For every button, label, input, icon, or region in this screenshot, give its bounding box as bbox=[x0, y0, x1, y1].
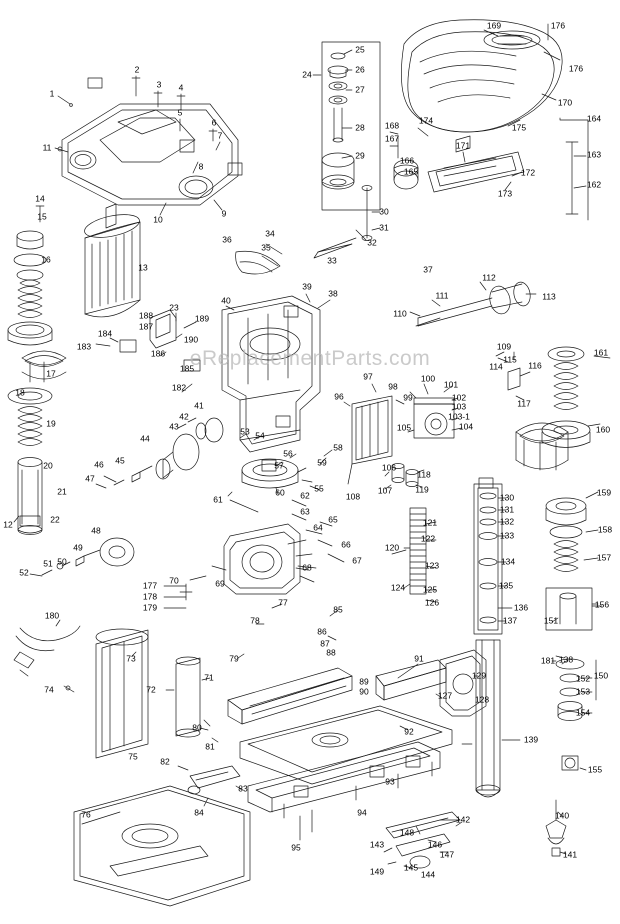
callout-number-16[interactable]: 16 bbox=[41, 254, 51, 265]
callout-number-56[interactable]: 56 bbox=[283, 448, 293, 459]
callout-number-1[interactable]: 1 bbox=[49, 88, 55, 99]
callout-number-76[interactable]: 76 bbox=[81, 809, 91, 820]
callout-number-144[interactable]: 144 bbox=[420, 869, 436, 880]
callout-number-61[interactable]: 61 bbox=[213, 494, 223, 505]
callout-number-167[interactable]: 167 bbox=[384, 133, 400, 144]
callout-number-77[interactable]: 77 bbox=[278, 597, 288, 608]
callout-number-117[interactable]: 117 bbox=[517, 398, 531, 409]
callout-number-113[interactable]: 113 bbox=[542, 291, 556, 302]
callout-number-60[interactable]: 60 bbox=[275, 487, 285, 498]
callout-number-120[interactable]: 120 bbox=[384, 542, 400, 553]
callout-number-155[interactable]: 155 bbox=[587, 764, 603, 775]
callout-number-7[interactable]: 7 bbox=[217, 130, 223, 141]
callout-number-171[interactable]: 171 bbox=[455, 140, 471, 151]
callout-number-150[interactable]: 150 bbox=[593, 670, 609, 681]
callout-number-143[interactable]: 143 bbox=[369, 839, 385, 850]
callout-number-105[interactable]: 105 bbox=[396, 422, 412, 433]
callout-number-112[interactable]: 112 bbox=[482, 272, 496, 283]
callout-number-2[interactable]: 2 bbox=[134, 64, 140, 75]
callout-number-127[interactable]: 127 bbox=[437, 690, 453, 701]
callout-number-75[interactable]: 75 bbox=[128, 751, 138, 762]
callout-number-96[interactable]: 96 bbox=[334, 391, 344, 402]
callout-number-145[interactable]: 145 bbox=[403, 862, 419, 873]
callout-number-189[interactable]: 189 bbox=[194, 313, 210, 324]
callout-number-126[interactable]: 126 bbox=[424, 597, 440, 608]
callout-number-130[interactable]: 130 bbox=[499, 492, 515, 503]
callout-number-74[interactable]: 74 bbox=[44, 684, 54, 695]
callout-number-134[interactable]: 134 bbox=[500, 556, 516, 567]
callout-number-19[interactable]: 19 bbox=[46, 418, 56, 429]
callout-number-135[interactable]: 135 bbox=[498, 580, 514, 591]
callout-number-14[interactable]: 14 bbox=[35, 193, 45, 204]
callout-number-65[interactable]: 65 bbox=[328, 514, 338, 525]
callout-number-10[interactable]: 10 bbox=[153, 214, 163, 225]
callout-number-88[interactable]: 88 bbox=[326, 647, 336, 658]
callout-number-85[interactable]: 85 bbox=[333, 604, 343, 615]
callout-number-22[interactable]: 22 bbox=[50, 514, 60, 525]
callout-number-44[interactable]: 44 bbox=[140, 433, 150, 444]
callout-number-71[interactable]: 71 bbox=[204, 672, 214, 683]
callout-number-128[interactable]: 128 bbox=[474, 694, 490, 705]
callout-number-97[interactable]: 97 bbox=[363, 371, 373, 382]
callout-number-180[interactable]: 180 bbox=[44, 610, 60, 621]
callout-number-5[interactable]: 5 bbox=[177, 107, 183, 118]
callout-number-30[interactable]: 30 bbox=[379, 206, 389, 217]
callout-number-151[interactable]: 151 bbox=[543, 615, 559, 626]
callout-number-166[interactable]: 166 bbox=[399, 155, 415, 166]
callout-number-137[interactable]: 137 bbox=[502, 615, 518, 626]
callout-number-165[interactable]: 165 bbox=[403, 166, 419, 177]
callout-number-118[interactable]: 118 bbox=[417, 469, 431, 480]
callout-number-172[interactable]: 172 bbox=[520, 167, 536, 178]
callout-number-62[interactable]: 62 bbox=[300, 490, 310, 501]
callout-number-132[interactable]: 132 bbox=[499, 516, 515, 527]
callout-number-157[interactable]: 157 bbox=[596, 552, 612, 563]
callout-number-42[interactable]: 42 bbox=[179, 411, 189, 422]
callout-number-36[interactable]: 36 bbox=[222, 234, 232, 245]
callout-number-124[interactable]: 124 bbox=[390, 582, 406, 593]
callout-number-160[interactable]: 160 bbox=[595, 424, 611, 435]
callout-number-181[interactable]: 181 bbox=[540, 655, 556, 666]
callout-number-176[interactable]: 176 bbox=[568, 63, 584, 74]
callout-number-153[interactable]: 153 bbox=[575, 686, 591, 697]
callout-number-64[interactable]: 64 bbox=[313, 522, 323, 533]
callout-number-20[interactable]: 20 bbox=[43, 460, 53, 471]
callout-number-158[interactable]: 158 bbox=[597, 524, 613, 535]
callout-number-33[interactable]: 33 bbox=[327, 255, 337, 266]
callout-number-116[interactable]: 116 bbox=[528, 360, 542, 371]
callout-number-114[interactable]: 114 bbox=[489, 361, 503, 372]
callout-number-80[interactable]: 80 bbox=[192, 722, 202, 733]
callout-number-159[interactable]: 159 bbox=[596, 487, 612, 498]
callout-number-152[interactable]: 152 bbox=[575, 673, 591, 684]
callout-number-108[interactable]: 108 bbox=[345, 491, 361, 502]
callout-number-93[interactable]: 93 bbox=[385, 776, 395, 787]
callout-number-176[interactable]: 176 bbox=[550, 20, 566, 31]
callout-number-103[interactable]: 103 bbox=[451, 401, 467, 412]
callout-number-147[interactable]: 147 bbox=[439, 849, 455, 860]
callout-number-101[interactable]: 101 bbox=[443, 379, 459, 390]
callout-number-21[interactable]: 21 bbox=[57, 486, 67, 497]
callout-number-186[interactable]: 186 bbox=[150, 348, 166, 359]
callout-number-73[interactable]: 73 bbox=[126, 653, 136, 664]
callout-number-162[interactable]: 162 bbox=[586, 179, 602, 190]
callout-number-131[interactable]: 131 bbox=[499, 504, 515, 515]
callout-number-173[interactable]: 173 bbox=[497, 188, 513, 199]
callout-number-35[interactable]: 35 bbox=[261, 242, 271, 253]
callout-number-40[interactable]: 40 bbox=[221, 295, 231, 306]
callout-number-66[interactable]: 66 bbox=[341, 539, 351, 550]
callout-number-6[interactable]: 6 bbox=[211, 117, 217, 128]
callout-number-98[interactable]: 98 bbox=[388, 381, 398, 392]
callout-number-168[interactable]: 168 bbox=[384, 120, 400, 131]
callout-number-115[interactable]: 115 bbox=[503, 354, 517, 365]
callout-number-3[interactable]: 3 bbox=[156, 79, 162, 90]
callout-number-28[interactable]: 28 bbox=[355, 122, 365, 133]
callout-number-129[interactable]: 129 bbox=[471, 670, 487, 681]
callout-number-164[interactable]: 164 bbox=[586, 113, 602, 124]
callout-number-141[interactable]: 141 bbox=[562, 849, 578, 860]
callout-number-29[interactable]: 29 bbox=[355, 150, 365, 161]
callout-number-133[interactable]: 133 bbox=[499, 530, 515, 541]
callout-number-23[interactable]: 23 bbox=[169, 302, 179, 313]
callout-number-81[interactable]: 81 bbox=[205, 741, 215, 752]
callout-number-154[interactable]: 154 bbox=[575, 707, 591, 718]
callout-number-188[interactable]: 188 bbox=[138, 310, 154, 321]
callout-number-107[interactable]: 107 bbox=[377, 485, 393, 496]
callout-number-142[interactable]: 142 bbox=[455, 814, 471, 825]
callout-number-52[interactable]: 52 bbox=[19, 567, 29, 578]
callout-number-89[interactable]: 89 bbox=[359, 676, 369, 687]
callout-number-17[interactable]: 17 bbox=[46, 368, 56, 379]
callout-number-8[interactable]: 8 bbox=[198, 161, 204, 172]
callout-number-27[interactable]: 27 bbox=[355, 84, 365, 95]
callout-number-32[interactable]: 32 bbox=[367, 237, 377, 248]
callout-number-182[interactable]: 182 bbox=[171, 382, 187, 393]
callout-number-163[interactable]: 163 bbox=[586, 149, 602, 160]
callout-number-183[interactable]: 183 bbox=[76, 341, 92, 352]
callout-number-69[interactable]: 69 bbox=[215, 578, 225, 589]
callout-number-45[interactable]: 45 bbox=[115, 455, 125, 466]
callout-number-55[interactable]: 55 bbox=[314, 483, 324, 494]
callout-number-48[interactable]: 48 bbox=[91, 525, 101, 536]
callout-number-12[interactable]: 12 bbox=[3, 519, 13, 530]
callout-number-63[interactable]: 63 bbox=[300, 506, 310, 517]
callout-number-82[interactable]: 82 bbox=[160, 756, 170, 767]
callout-number-49[interactable]: 49 bbox=[73, 542, 83, 553]
callout-number-57[interactable]: 57 bbox=[274, 460, 284, 471]
callout-number-70[interactable]: 70 bbox=[169, 575, 179, 586]
callout-number-83[interactable]: 83 bbox=[238, 783, 248, 794]
callout-number-91[interactable]: 91 bbox=[414, 653, 424, 664]
callout-number-41[interactable]: 41 bbox=[194, 400, 204, 411]
callout-number-24[interactable]: 24 bbox=[302, 69, 312, 80]
callout-number-136[interactable]: 136 bbox=[513, 602, 529, 613]
callout-number-110[interactable]: 110 bbox=[393, 308, 407, 319]
callout-number-140[interactable]: 140 bbox=[554, 810, 570, 821]
callout-number-190[interactable]: 190 bbox=[183, 334, 199, 345]
callout-number-185[interactable]: 185 bbox=[179, 363, 195, 374]
callout-number-39[interactable]: 39 bbox=[302, 281, 312, 292]
callout-number-178[interactable]: 178 bbox=[142, 591, 158, 602]
callout-number-103-1[interactable]: 103-1 bbox=[448, 411, 470, 422]
callout-number-67[interactable]: 67 bbox=[352, 555, 362, 566]
callout-number-169[interactable]: 169 bbox=[486, 20, 502, 31]
callout-number-111[interactable]: 111 bbox=[435, 290, 449, 301]
watermark-text: eReplacementParts.com bbox=[189, 347, 431, 370]
callout-number-99[interactable]: 99 bbox=[403, 392, 413, 403]
callout-number-53[interactable]: 53 bbox=[240, 426, 250, 437]
callout-number-38[interactable]: 38 bbox=[328, 288, 338, 299]
callout-number-13[interactable]: 13 bbox=[138, 262, 148, 273]
callout-number-146[interactable]: 146 bbox=[427, 839, 443, 850]
callout-number-125[interactable]: 125 bbox=[422, 584, 438, 595]
callout-number-175[interactable]: 175 bbox=[511, 122, 527, 133]
callout-number-58[interactable]: 58 bbox=[333, 442, 343, 453]
callout-number-119[interactable]: 119 bbox=[415, 484, 429, 495]
callout-number-123[interactable]: 123 bbox=[424, 560, 440, 571]
callout-number-9[interactable]: 9 bbox=[221, 208, 227, 219]
callout-number-161[interactable]: 161 bbox=[593, 347, 609, 358]
callout-number-95[interactable]: 95 bbox=[291, 842, 301, 853]
callout-number-25[interactable]: 25 bbox=[355, 44, 365, 55]
callout-number-109[interactable]: 109 bbox=[496, 341, 512, 352]
callout-number-170[interactable]: 170 bbox=[557, 97, 573, 108]
callout-number-177[interactable]: 177 bbox=[142, 580, 158, 591]
callout-number-121[interactable]: 121 bbox=[422, 517, 438, 528]
callout-number-43[interactable]: 43 bbox=[169, 421, 179, 432]
callout-number-148[interactable]: 148 bbox=[399, 827, 415, 838]
callout-number-50[interactable]: 50 bbox=[57, 556, 67, 567]
callout-number-139[interactable]: 139 bbox=[523, 734, 539, 745]
callout-number-94[interactable]: 94 bbox=[357, 807, 367, 818]
callout-number-15[interactable]: 15 bbox=[37, 211, 47, 222]
callout-number-87[interactable]: 87 bbox=[320, 638, 330, 649]
callout-number-86[interactable]: 86 bbox=[317, 626, 327, 637]
callout-number-34[interactable]: 34 bbox=[265, 228, 275, 239]
callout-number-51[interactable]: 51 bbox=[43, 558, 53, 569]
callout-number-174[interactable]: 174 bbox=[418, 115, 434, 126]
callout-number-72[interactable]: 72 bbox=[146, 684, 156, 695]
callout-number-59[interactable]: 59 bbox=[317, 457, 327, 468]
callout-number-104[interactable]: 104 bbox=[458, 421, 474, 432]
callout-number-184[interactable]: 184 bbox=[97, 328, 113, 339]
callout-number-122[interactable]: 122 bbox=[420, 533, 436, 544]
callout-number-156[interactable]: 156 bbox=[594, 599, 610, 610]
callout-number-47[interactable]: 47 bbox=[85, 473, 95, 484]
callout-number-179[interactable]: 179 bbox=[142, 602, 158, 613]
callout-number-18[interactable]: 18 bbox=[15, 387, 25, 398]
callout-number-46[interactable]: 46 bbox=[94, 459, 104, 470]
callout-number-37[interactable]: 37 bbox=[423, 264, 433, 275]
callout-number-100[interactable]: 100 bbox=[420, 373, 436, 384]
callout-number-84[interactable]: 84 bbox=[194, 807, 204, 818]
callout-number-138[interactable]: 138 bbox=[558, 654, 574, 665]
callout-number-90[interactable]: 90 bbox=[359, 686, 369, 697]
callout-number-31[interactable]: 31 bbox=[379, 222, 389, 233]
callout-number-187[interactable]: 187 bbox=[138, 321, 154, 332]
callout-number-26[interactable]: 26 bbox=[355, 64, 365, 75]
callout-number-149[interactable]: 149 bbox=[369, 866, 385, 877]
callout-number-4[interactable]: 4 bbox=[178, 82, 184, 93]
callout-number-106[interactable]: 106 bbox=[381, 462, 397, 473]
callout-number-102[interactable]: 102 bbox=[451, 392, 467, 403]
callout-number-11[interactable]: 11 bbox=[42, 142, 52, 153]
callout-number-78[interactable]: 78 bbox=[250, 615, 260, 626]
callout-number-92[interactable]: 92 bbox=[404, 726, 414, 737]
callout-number-68[interactable]: 68 bbox=[302, 562, 312, 573]
callout-number-79[interactable]: 79 bbox=[229, 653, 239, 664]
callout-number-54[interactable]: 54 bbox=[255, 430, 265, 441]
